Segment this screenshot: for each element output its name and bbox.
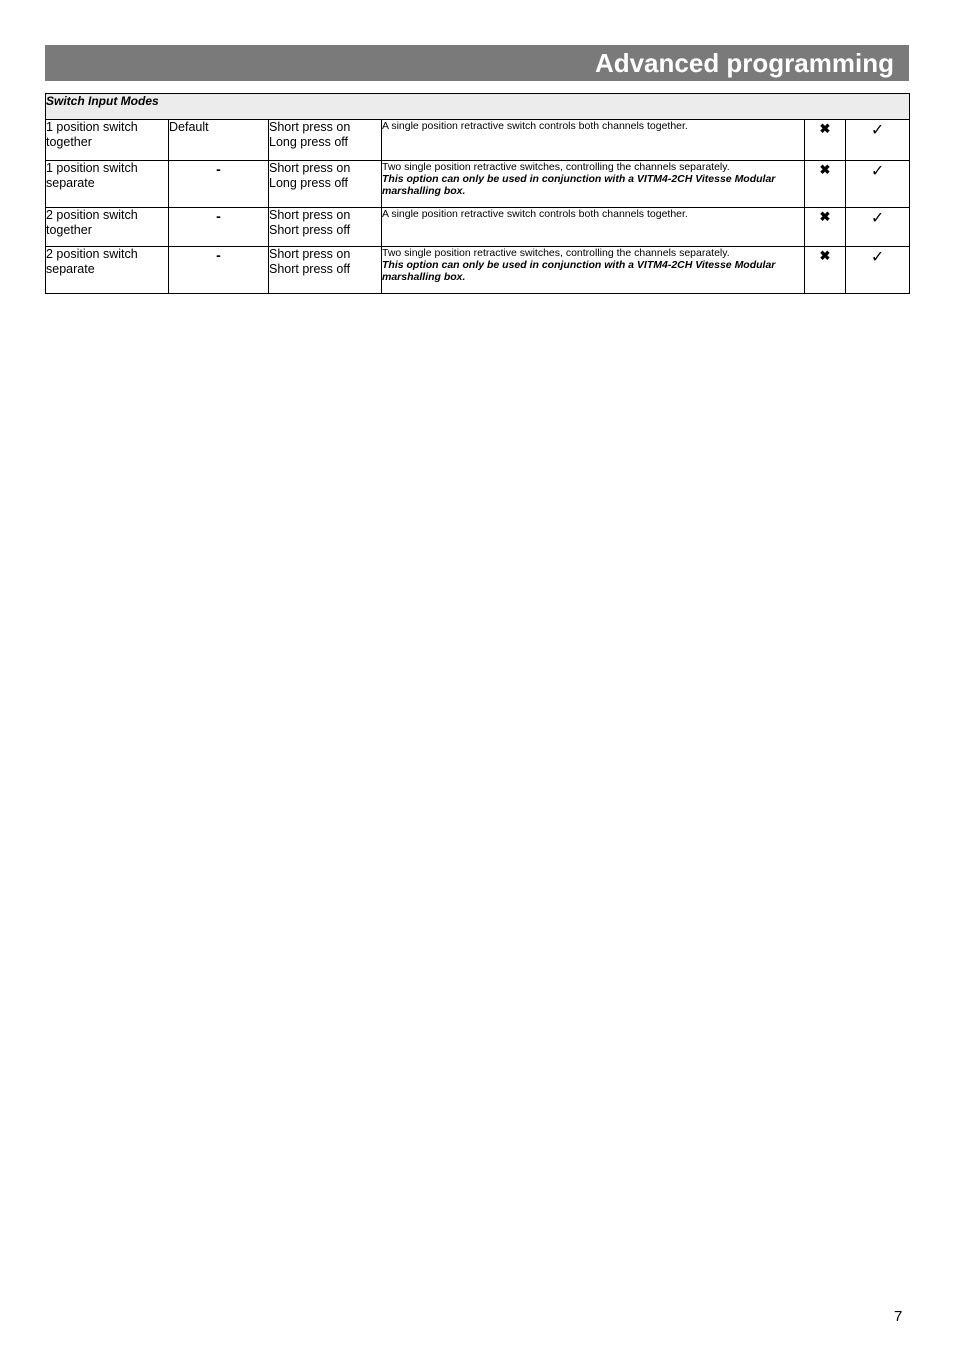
action-cell: Short press on Long press off — [269, 120, 382, 161]
description-note: This option can only be used in conjunction with a VITM4-2CH Vitesse Modular marshalling box. — [382, 173, 776, 197]
header-bar — [45, 45, 909, 81]
section-header-row — [46, 94, 910, 120]
cross-cell — [805, 208, 846, 247]
mode-cell: 1 position switch together — [46, 120, 169, 161]
mode-cell: 2 position switch separate — [46, 247, 169, 294]
section-title: Switch Input Modes — [46, 94, 910, 120]
mode-cell: 2 position switch together — [46, 208, 169, 247]
cross-cell — [805, 247, 846, 294]
check-cell — [846, 161, 910, 208]
cross-cell — [805, 120, 846, 161]
description-text: A single position retractive switch controls both channels together. — [382, 120, 688, 132]
description-cell — [382, 120, 805, 161]
default-cell: - — [169, 247, 269, 294]
description-cell — [382, 247, 805, 294]
action-cell: Short press on Long press off — [269, 161, 382, 208]
cross-icon: ✖ — [819, 248, 831, 263]
check-cell — [846, 247, 910, 294]
table-row — [46, 161, 910, 208]
mode-cell: 1 position switch separate — [46, 161, 169, 208]
table-row — [46, 247, 910, 294]
default-cell: Default — [169, 120, 269, 161]
check-icon: ✓ — [870, 210, 885, 227]
default-cell: - — [169, 208, 269, 247]
check-icon: ✓ — [870, 122, 885, 139]
action-cell: Short press on Short press off — [269, 247, 382, 294]
cross-cell — [805, 161, 846, 208]
description-text: Two single position retractive switches, controlling the channels separately. — [382, 161, 730, 173]
cross-icon: ✖ — [819, 209, 831, 224]
description-text: Two single position retractive switches, controlling the channels separately. — [382, 247, 730, 259]
description-text: A single position retractive switch controls both channels together. — [382, 208, 688, 220]
check-cell — [846, 208, 910, 247]
table-row — [46, 120, 910, 161]
check-cell — [846, 120, 910, 161]
description-note: This option can only be used in conjunction with a VITM4-2CH Vitesse Modular marshalling box. — [382, 259, 776, 283]
page-title: Advanced programming — [594, 48, 894, 78]
action-cell: Short press on Short press off — [269, 208, 382, 247]
switch-input-modes-table — [45, 93, 910, 294]
cross-icon: ✖ — [819, 162, 831, 177]
page-number: 7 — [894, 1308, 903, 1325]
cross-icon: ✖ — [819, 121, 831, 136]
check-icon: ✓ — [870, 163, 885, 180]
table-row — [46, 208, 910, 247]
default-cell: - — [169, 161, 269, 208]
check-icon: ✓ — [870, 249, 885, 266]
description-cell — [382, 161, 805, 208]
description-cell — [382, 208, 805, 247]
